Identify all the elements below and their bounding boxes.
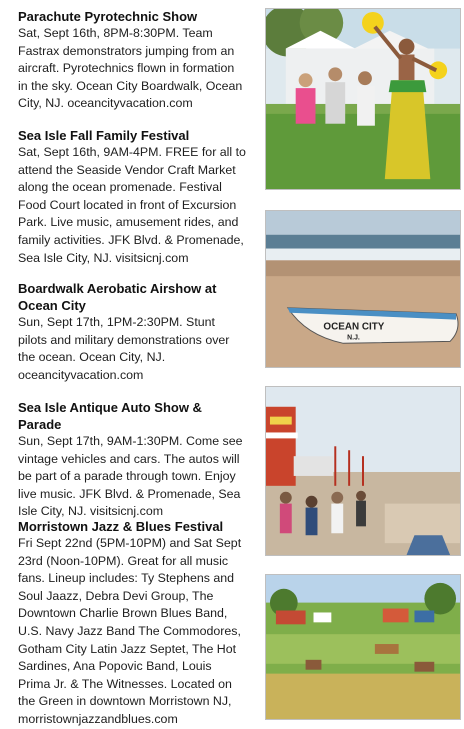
- event-title: Boardwalk Aerobatic Airshow at Ocean City: [18, 281, 217, 313]
- event-description: Sun, Sept 17th, 9AM-1:30PM. Come see vintage vehicles and cars. The autos will be part of a parade through town. Enjoy live music. JFK Blvd. & Promenade, Sea Isle City, NJ. visitsicnj.com: [18, 434, 243, 519]
- hula-dancer-photo: [265, 8, 461, 190]
- event-antique-auto-show: [18, 399, 246, 521]
- event-description: Sat, Sept 16th, 8PM-8:30PM. Team Fastrax demonstrators jumping from an aircraft. Pyrotechnics flown in formation in the sky. Ocean City Boardwalk, Ocean City, NJ. oceancityvacation.com: [18, 26, 243, 111]
- event-fall-family-festival: [18, 127, 246, 267]
- festival-grounds-photo: [265, 574, 461, 720]
- ocean-city-boat-photo: [265, 210, 461, 368]
- event-title: Morristown Jazz & Blues Festival: [18, 519, 224, 534]
- event-title: Sea Isle Antique Auto Show & Parade: [18, 400, 202, 432]
- event-description: Sat, Sept 16th, 9AM-4PM. FREE for all to attend the Seaside Vendor Craft Market along the ocean promenade. Festival Food Court located in front of Excursion Park. Live music, amusement rides, and family activities. JFK Blvd. & Promenade, Sea Isle City, NJ. visitsicnj.com: [18, 145, 246, 265]
- event-description: Sun, Sept 17th, 1PM-2:30PM. Stunt pilots and military demonstrations over the ocean. Ocean City, NJ. oceancityvacation.com: [18, 315, 230, 382]
- boat-state-text: N.J.: [347, 334, 360, 342]
- event-parachute-show: [18, 8, 246, 113]
- event-aerobatic-airshow: [18, 280, 246, 384]
- boardwalk-crowd-photo: [265, 386, 461, 556]
- event-description: Fri Sept 22nd (5PM-10PM) and Sat Sept 23rd (Noon-10PM). Great for all music fans. Lineup includes: Ty Stephens and Soul Jaazz, Debra Devi Group, The Downtown Charlie Brown Blues Band, U.S. Navy Jazz Band The Commodores, Gotham City Latin Jazz Septet, The Hot Sardines, Ana Popovic Band, Louis Prima Jr. & The Witnesses. Located on the Green in downtown Morristown NJ, morristownjazzandblues.com: [18, 536, 242, 726]
- event-title: Parachute Pyrotechnic Show: [18, 9, 198, 24]
- event-title: Sea Isle Fall Family Festival: [18, 128, 190, 143]
- event-jazz-blues-festival: [18, 518, 246, 729]
- boat-name-text: OCEAN CITY: [323, 321, 385, 333]
